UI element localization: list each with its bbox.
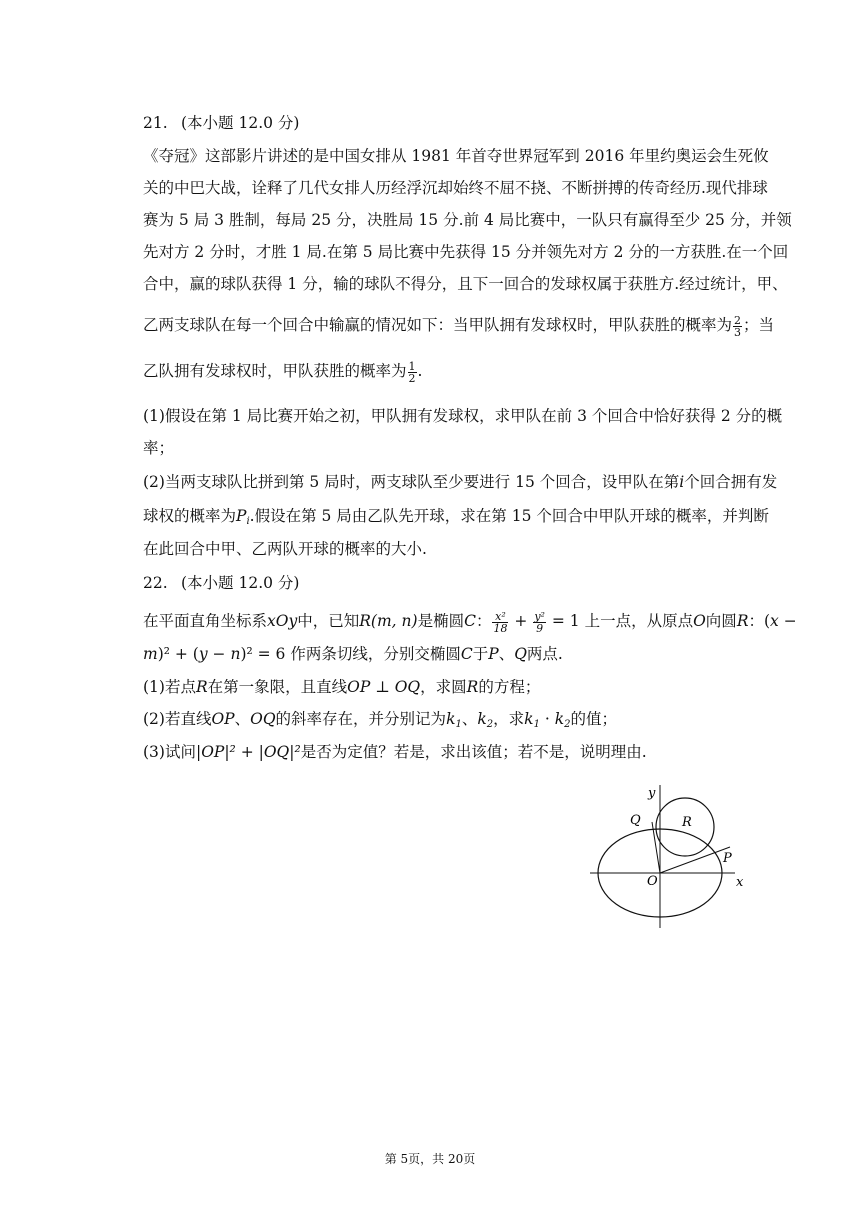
math-R: R	[736, 612, 749, 630]
text: 在平面直角坐标系	[143, 612, 268, 630]
text: 、	[234, 710, 251, 728]
fraction-one-half	[408, 361, 417, 384]
question-22-header	[143, 572, 299, 594]
q21-line-5: 合中，赢的球队获得 1 分，输的球队不得分，且下一回合的发球权属于获胜方.经过统计，甲、	[143, 275, 788, 293]
math-x: x	[770, 612, 779, 630]
math-Q: Q	[514, 645, 527, 663]
math-OP-perp-OQ: OP ⊥ OQ	[347, 678, 421, 696]
text: (2)若直线	[143, 710, 212, 728]
fraction-denominator: 2	[408, 371, 416, 385]
text: −	[207, 645, 231, 663]
text: ·	[539, 710, 555, 728]
text: = 1	[546, 612, 580, 630]
fraction-numerator: 1	[408, 359, 416, 373]
math-k: k	[477, 710, 487, 728]
math-k: k	[524, 710, 534, 728]
question-number: 21.	[143, 114, 168, 132]
q21-line-6-tail: ；当	[743, 316, 775, 334]
q22-line-1	[143, 609, 797, 635]
question-21-header	[143, 112, 299, 134]
math-subscript: 1	[533, 719, 540, 730]
math-i: i	[679, 473, 685, 491]
text: 两点.	[526, 645, 563, 663]
math-OP-OQ-sum: |OP|² + |OQ|²	[195, 743, 301, 761]
text: 在第一象限，且直线	[207, 678, 348, 696]
math-P: P	[236, 507, 247, 525]
text: 是否为定值？若是，求出该值；若不是，说明理由.	[300, 743, 647, 761]
math-OQ: OQ	[250, 710, 276, 728]
q21-line-4: 先对方 2 分时，才胜 1 局.在第 5 局比赛中先获得 15 分并领先对方 2 分的一方获胜.在一个回	[143, 243, 789, 261]
math-P: P	[488, 645, 499, 663]
page-footer: 第 5页，共 20页	[384, 1152, 476, 1166]
math-n: n	[230, 645, 241, 663]
q21-line-2: 关的中巴大战，诠释了几代女排人历经浮沉却始终不屈不挠、不断拼搏的传奇经历.现代排球	[143, 179, 768, 197]
text: 的方程；	[478, 678, 541, 696]
q21-part-1-line-1: (1)假设在第 1 局比赛开始之初，甲队拥有发球权，求甲队在前 3 个回合中恰好获得 2 分的概	[143, 407, 783, 425]
q22-part-1	[143, 676, 753, 698]
text: 是椭圆	[417, 612, 465, 630]
q21-part-1-line-2: 率；	[143, 439, 175, 457]
text: 的斜率存在，并分别记为	[275, 710, 447, 728]
q21-line-7	[143, 360, 753, 384]
text: 上一点，从原点	[579, 612, 694, 630]
label-x: x	[736, 875, 744, 890]
text: ，求	[493, 710, 525, 728]
fraction-denominator: 18	[493, 621, 508, 635]
text: 于	[472, 645, 489, 663]
fraction-numerator: 2	[734, 313, 742, 327]
label-Q: Q	[630, 813, 641, 828]
fraction-y2-9	[533, 611, 546, 634]
text: ：(	[748, 612, 771, 630]
q21-part-2-line-2	[143, 505, 769, 533]
text: 中，已知	[297, 612, 360, 630]
fraction-denominator: 9	[536, 621, 544, 635]
text: 个回合拥有发	[684, 473, 778, 491]
label-y: y	[648, 786, 656, 801]
text: (3)试问	[143, 743, 196, 761]
text: (2)当两支球队比拼到第 5 局时，两支球队至少要进行 15 个回合，设甲队在第	[143, 473, 680, 491]
question-points: (本小题 12.0 分)	[181, 574, 300, 592]
math-subscript: 1	[455, 719, 462, 730]
q21-part-2-line-3: 在此回合中甲、乙两队开球的概率的大小.	[143, 540, 427, 558]
text: )² + (	[157, 645, 199, 663]
text: 的值；	[570, 710, 618, 728]
math-C: C	[460, 645, 473, 663]
math-y: y	[198, 645, 208, 663]
math-R-mn: R(m, n)	[359, 612, 418, 630]
q21-line-6-text: 乙两支球队在每一个回合中输赢的情况如下：当甲队拥有发球权时，甲队获胜的概率为	[143, 316, 733, 334]
text: .假设在第 5 局由乙队先开球，求在第 15 个回合中甲队开球的概率，并判断	[249, 507, 769, 525]
q21-line-7-tail: .	[417, 362, 423, 380]
question-points: (本小题 12.0 分)	[181, 114, 300, 132]
q21-line-3: 赛为 5 局 3 胜制，每局 25 分，决胜局 15 分.前 4 局比赛中，一队只有赢得至少 25 分，并领	[143, 211, 792, 229]
q22-part-3	[143, 741, 753, 763]
label-R: R	[682, 815, 692, 830]
text: 、	[461, 710, 478, 728]
text: 向圆	[705, 612, 737, 630]
fraction-numerator: x²	[492, 611, 508, 623]
q22-part-2	[143, 708, 753, 736]
math-OP: OP	[211, 710, 235, 728]
math-k: k	[446, 710, 456, 728]
text: ，求圆	[420, 678, 467, 696]
fraction-two-thirds	[733, 315, 742, 338]
text: 、	[498, 645, 515, 663]
math-m: m	[143, 645, 158, 663]
q21-part-2-line-1	[143, 471, 778, 493]
q21-line-1: 《夺冠》这部影片讲述的是中国女排从 1981 年首夺世界冠军到 2016 年里约奥运会生死攸	[143, 147, 769, 165]
fraction-x2-18	[492, 611, 508, 634]
math-k: k	[554, 710, 565, 728]
math-subscript: 2	[564, 719, 571, 730]
text: ：	[475, 612, 492, 630]
text: +	[509, 612, 533, 630]
text: 球权的概率为	[143, 507, 237, 525]
q21-line-6	[143, 313, 775, 339]
fraction-denominator: 3	[734, 325, 742, 339]
text: (1)若点	[143, 678, 196, 696]
text: −	[778, 612, 797, 630]
math-xOy: xOy	[267, 612, 298, 630]
text: )² = 6 作两条切线，分别交椭圆	[240, 645, 461, 663]
question-number: 22.	[143, 574, 168, 592]
math-R: R	[195, 678, 208, 696]
label-P: P	[723, 851, 732, 866]
ellipse-circle-figure	[590, 780, 760, 930]
math-O: O	[693, 612, 706, 630]
math-subscript: 2	[486, 719, 494, 730]
fraction-numerator: y²	[534, 609, 545, 623]
q21-line-7-text: 乙队拥有发球权时，甲队获胜的概率为	[143, 362, 407, 380]
math-R: R	[466, 678, 479, 696]
q22-line-2	[143, 643, 753, 665]
math-C: C	[464, 612, 476, 630]
label-O: O	[647, 874, 658, 889]
math-subscript-i: i	[246, 516, 250, 527]
